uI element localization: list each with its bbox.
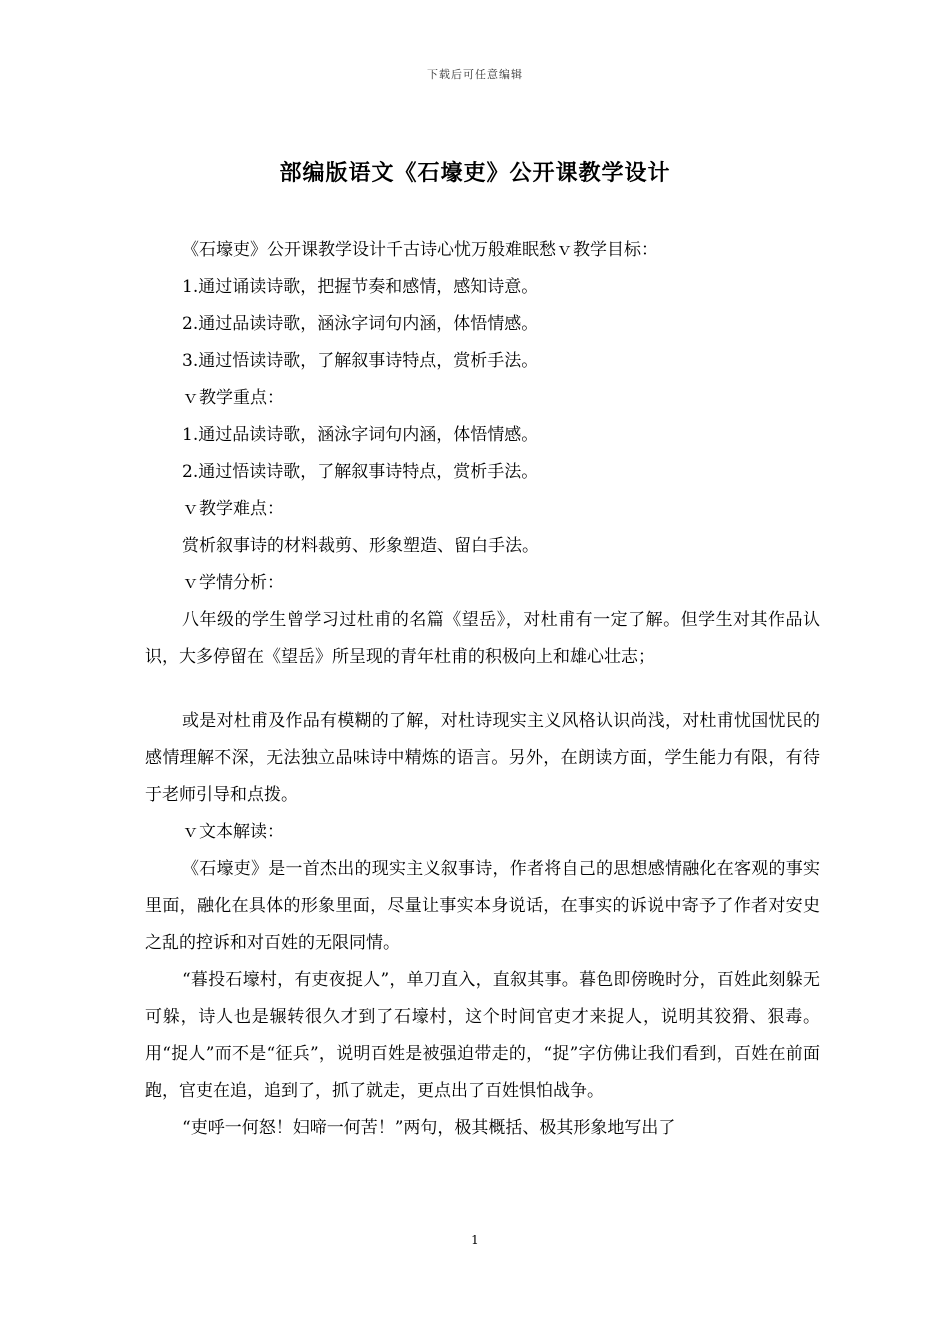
paragraph-interpretation-1: 《石壕吏》是一首杰出的现实主义叙事诗，作者将自己的思想感情融化在客观的事实里面，融化在具体的形象里面，尽量让事实本身说话，在事实的诉说中寄予了作者对安史之乱的控诉和对百姓的无限同情。 (145, 859, 820, 953)
paragraph-intro-objectives: 《石壕吏》公开课教学设计千古诗心忧万般难眠愁ｖ教学目标： (182, 240, 658, 260)
paragraph-key-point-1: 1.通过品读诗歌，涵泳字词句内涵，体悟情感。 (182, 425, 539, 445)
document-body (145, 232, 820, 1147)
header-note: 下载后可任意编辑 (427, 68, 523, 81)
paragraph-learner-analysis-2: 或是对杜甫及作品有模糊的了解，对杜诗现实主义风格认识尚浅，对杜甫忧国忧民的感情理解不深，无法独立品味诗中精炼的语言。另外，在朗读方面，学生能力有限，有待于老师引导和点拨。 (145, 711, 820, 805)
section-heading-key-points: ｖ教学重点： (182, 388, 284, 408)
page-number: 1 (471, 1233, 479, 1247)
section-heading-text-interpretation: ｖ文本解读： (182, 822, 284, 842)
paragraph-learner-analysis-1: 八年级的学生曾学习过杜甫的名篇《望岳》，对杜甫有一定了解。但学生对其作品认识，大多停留在《望岳》所呈现的青年杜甫的积极向上和雄心壮志； (145, 610, 820, 667)
paragraph-objective-1: 1.通过诵读诗歌，把握节奏和感情，感知诗意。 (182, 277, 539, 297)
paragraph-interpretation-2: “暮投石壕村，有吏夜捉人”，单刀直入，直叙其事。暮色即傍晚时分，百姓此刻躲无可躲，诗人也是辗转很久才到了石壕村，这个时间官吏才来捉人，说明其狡猾、狠毒。用“捉人”而不是“征兵”，说明百姓是被强迫带走的，“捉”字仿佛让我们看到，百姓在前面跑，官吏在追，追到了，抓了就走，更点出了百姓惧怕战争。 (145, 970, 820, 1101)
section-heading-learner-analysis: ｖ学情分析： (182, 573, 284, 593)
paragraph-interpretation-3: “吏呼一何怒！妇啼一何苦！”两句，极其概括、极其形象地写出了 (182, 1118, 676, 1138)
section-heading-difficulties: ｖ教学难点： (182, 499, 284, 519)
paragraph-objective-3: 3.通过悟读诗歌，了解叙事诗特点，赏析手法。 (182, 351, 539, 371)
paragraph-difficulty: 赏析叙事诗的材料裁剪、形象塑造、留白手法。 (182, 536, 539, 556)
paragraph-key-point-2: 2.通过悟读诗歌，了解叙事诗特点，赏析手法。 (182, 462, 539, 482)
document-title: 部编版语文《石壕吏》公开课教学设计 (279, 161, 671, 186)
paragraph-gap (145, 676, 820, 703)
paragraph-objective-2: 2.通过品读诗歌，涵泳字词句内涵，体悟情感。 (182, 314, 539, 334)
